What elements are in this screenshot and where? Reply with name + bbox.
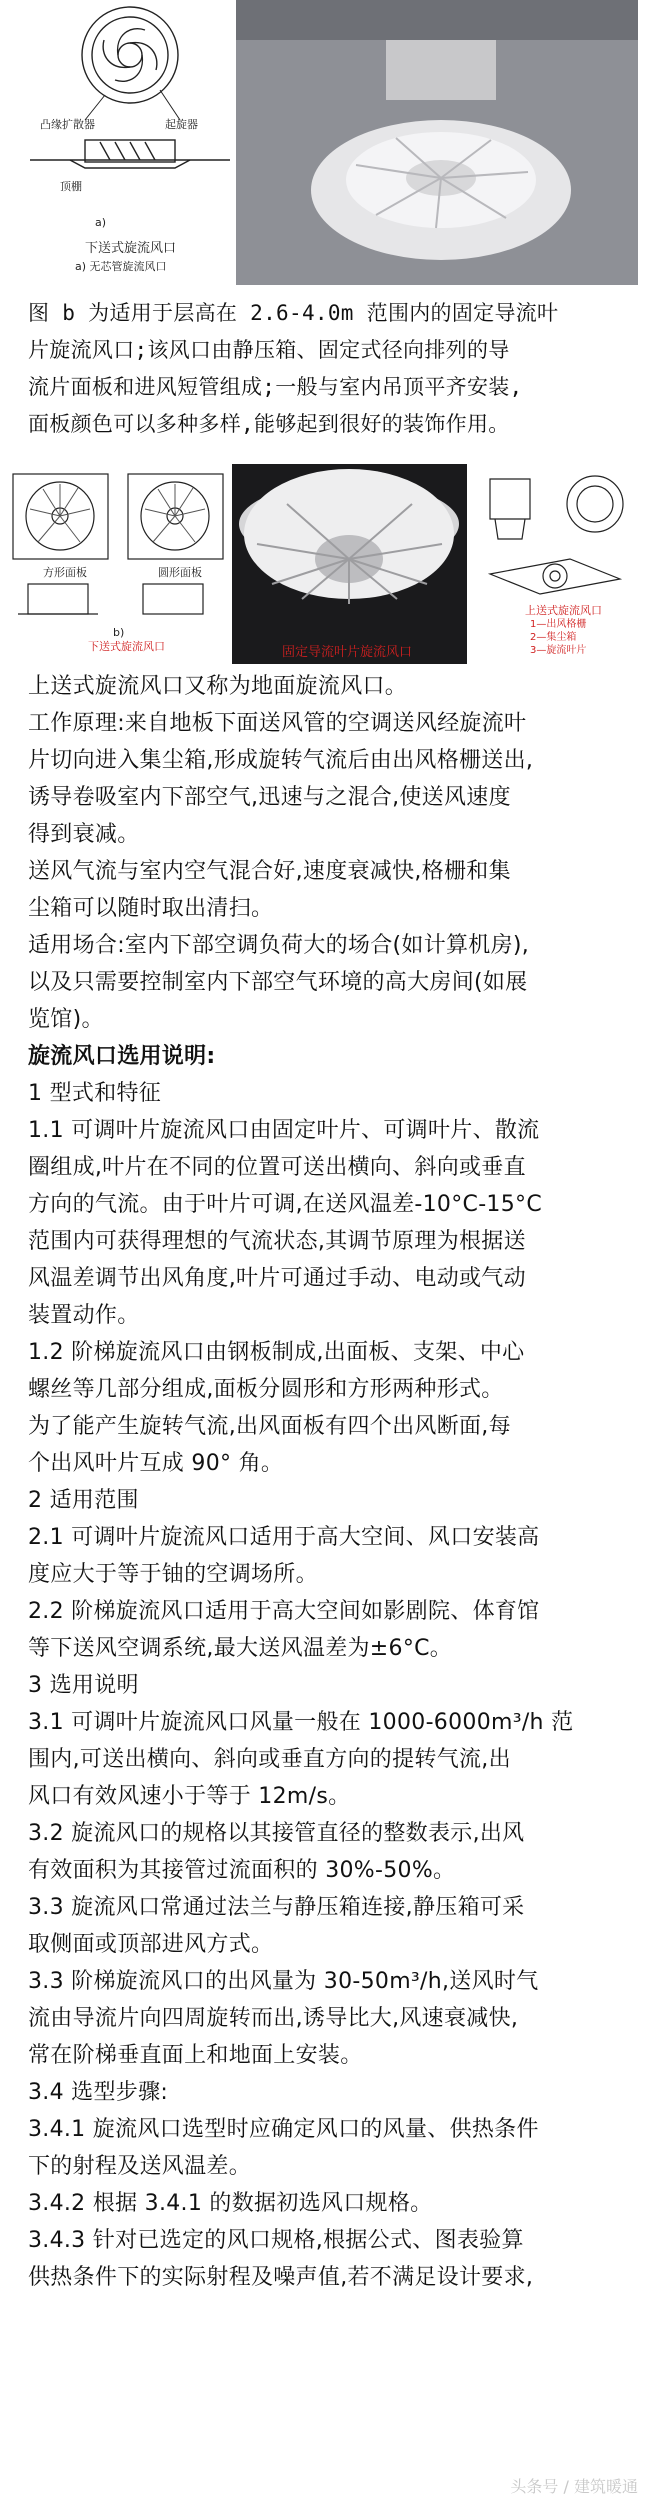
legend-1: 1—出风格栅 [530,619,587,630]
text-line: 有效面积为其接管过流面积的 30%-50%。 [28,1858,456,1883]
text-line: 3.3 旋流风口常通过法兰与静压箱连接,静压箱可采 [28,1895,525,1920]
text-line: 度应大于等于铀的空调场所。 [28,1562,318,1587]
paragraph-fixed-vane-diffuser [28,295,628,443]
text-line: 3.3 阶梯旋流风口的出风量为 30-50m³/h,送风时气 [28,1969,539,1994]
text-line: 2.2 阶梯旋流风口适用于高大空间如影剧院、体育馆 [28,1599,540,1624]
paragraph-working-principle [28,705,628,853]
text-line: 3.4.1 旋流风口选型时应确定风口的风量、供热条件 [28,2117,539,2142]
watermark: 头条号 / 建筑暖通 [510,2477,638,2496]
figure-row-middle [0,464,646,664]
text-line: 片切向进入集尘箱,形成旋转气流后由出风格栅送出, [28,748,534,773]
paragraph-floor-diffuser-intro [28,668,628,705]
text-line: 面板颜色可以多种多样,能够起到很好的装饰作用。 [28,412,510,436]
paragraph-applications [28,927,628,1038]
text-line: 览馆)。 [28,1007,104,1032]
text-line: 装置动作。 [28,1303,140,1328]
text-line: 工作原理:来自地板下面送风管的空调送风经旋流叶 [28,711,527,736]
heading-selection-notes [28,1667,628,1704]
photo-caption: 固定导流叶片旋流风口 [282,645,413,660]
text-line: 范围内可获得理想的气流状态,其调节原理为根据送 [28,1229,526,1254]
heading-types [28,1075,628,1112]
fixed-vane-diffuser-photo [232,464,467,664]
text-line: 1.2 阶梯旋流风口由钢板制成,出面板、支架、中心 [28,1340,525,1365]
label-round-panel: 圆形面板 [158,566,202,579]
text-line: 风温差调节出风角度,叶片可通过手动、电动或气动 [28,1266,526,1291]
text-line: 常在阶梯垂直面上和地面上安装。 [28,2043,363,2068]
paragraph-mixing [28,853,628,927]
text-line: 为了能产生旋转气流,出风面板有四个出风断面,每 [28,1414,511,1439]
legend-3: 3—旋流叶片 [530,645,587,656]
text-line: 取侧面或顶部进风方式。 [28,1932,274,1957]
text-line: 个出风叶片互成 90° 角。 [28,1451,284,1476]
text-line: 2.1 可调叶片旋流风口适用于高大空间、风口安装高 [28,1525,540,1550]
paragraph-3-3a [28,1889,628,1963]
text-line: 供热条件下的实际射程及噪声值,若不满足设计要求, [28,2265,534,2290]
text-line: 螺丝等几部分组成,面板分圆形和方形两种形式。 [28,1377,504,1402]
text-line: 图 b 为适用于层高在 2.6-4.0m 范围内的固定导流叶 [28,301,559,325]
paragraph-3-4-3 [28,2222,628,2296]
heading-selection-steps [28,2074,628,2111]
text-line: 下的射程及送风温差。 [28,2154,252,2179]
label-swirler: 起旋器 [165,118,198,131]
text-line: 2 适用范围 [28,1488,139,1513]
text-line: 方向的气流。由于叶片可调,在送风温差-10°C-15°C [28,1192,542,1217]
swirl-diffuser-diagram [30,0,230,285]
section-heading-selection [28,1038,628,1075]
text-line: 3.4.2 根据 3.4.1 的数据初选风口规格。 [28,2191,433,2216]
figure-row-top [0,0,646,285]
label-square-panel: 方形面板 [43,566,87,579]
text-line: 送风气流与室内空气混合好,速度衰减快,格栅和集 [28,859,511,884]
text-line: 3.4.3 针对已选定的风口规格,根据公式、图表验算 [28,2228,524,2253]
text-line: 片旋流风口;该风口由静压箱、固定式径向排列的导 [28,338,510,362]
figure-b-label: b) [113,626,125,639]
paragraph-2-2 [28,1593,628,1667]
text-line: 适用场合:室内下部空调负荷大的场合(如计算机房), [28,933,530,958]
text-line: 1.1 可调叶片旋流风口由固定叶片、可调叶片、散流 [28,1118,540,1143]
text-line: 3.1 可调叶片旋流风口风量一般在 1000-6000m³/h 范 [28,1710,574,1735]
text-line: 风口有效风速小于等于 12m/s。 [28,1784,351,1809]
square-round-panel-diagram [8,464,228,664]
text-line: 尘箱可以随时取出清扫。 [28,896,274,921]
label-diffuser: 凸缘扩散器 [40,118,95,131]
label-ceiling: 顶棚 [60,180,82,193]
figure-b-caption: 下送式旋流风口 [88,640,165,653]
figure-a-caption: 下送式旋流风口 [85,241,177,256]
paragraph-3-3b [28,1963,628,2074]
paragraph-3-1 [28,1704,628,1815]
legend-2: 2—集尘箱 [530,632,577,643]
text-line: 3.2 旋流风口的规格以其接管直径的整数表示,出风 [28,1821,525,1846]
paragraph-3-2 [28,1815,628,1889]
text-line: 流由导流片向四周旋转而出,诱导比大,风速衰减快, [28,2006,519,2031]
caption-floor-diffuser: 上送式旋流风口 [525,604,602,617]
figure-a-subcaption: a) 无芯管旋流风口 [75,260,167,273]
label-a: a) [95,216,107,229]
text-line: 围内,可送出横向、斜向或垂直方向的提转气流,出 [28,1747,511,1772]
paragraph-2-1 [28,1519,628,1593]
text-line: 以及只需要控制室内下部空气环境的高大房间(如展 [28,970,528,995]
text-line: 旋流风口选用说明: [28,1044,216,1069]
text-line: 1 型式和特征 [28,1081,162,1106]
text-line: 上送式旋流风口又称为地面旋流风口。 [28,674,408,699]
ceiling-diffuser-photo [236,0,638,285]
text-line: 等下送风空调系统,最大送风温差为±6°C。 [28,1636,453,1661]
paragraph-1-2 [28,1334,628,1482]
paragraph-3-4-1 [28,2111,628,2185]
text-line: 3.4 选型步骤: [28,2080,169,2105]
text-line: 3 选用说明 [28,1673,139,1698]
text-line: 圈组成,叶片在不同的位置可送出横向、斜向或垂直 [28,1155,526,1180]
text-line: 得到衰减。 [28,822,140,847]
heading-scope [28,1482,628,1519]
paragraph-1-1 [28,1112,628,1334]
paragraph-3-4-2 [28,2185,628,2222]
floor-diffuser-diagram [470,464,640,664]
text-line: 流片面板和进风短管组成;一般与室内吊顶平齐安装, [28,375,523,399]
text-line: 诱导卷吸室内下部空气,迅速与之混合,使送风速度 [28,785,511,810]
